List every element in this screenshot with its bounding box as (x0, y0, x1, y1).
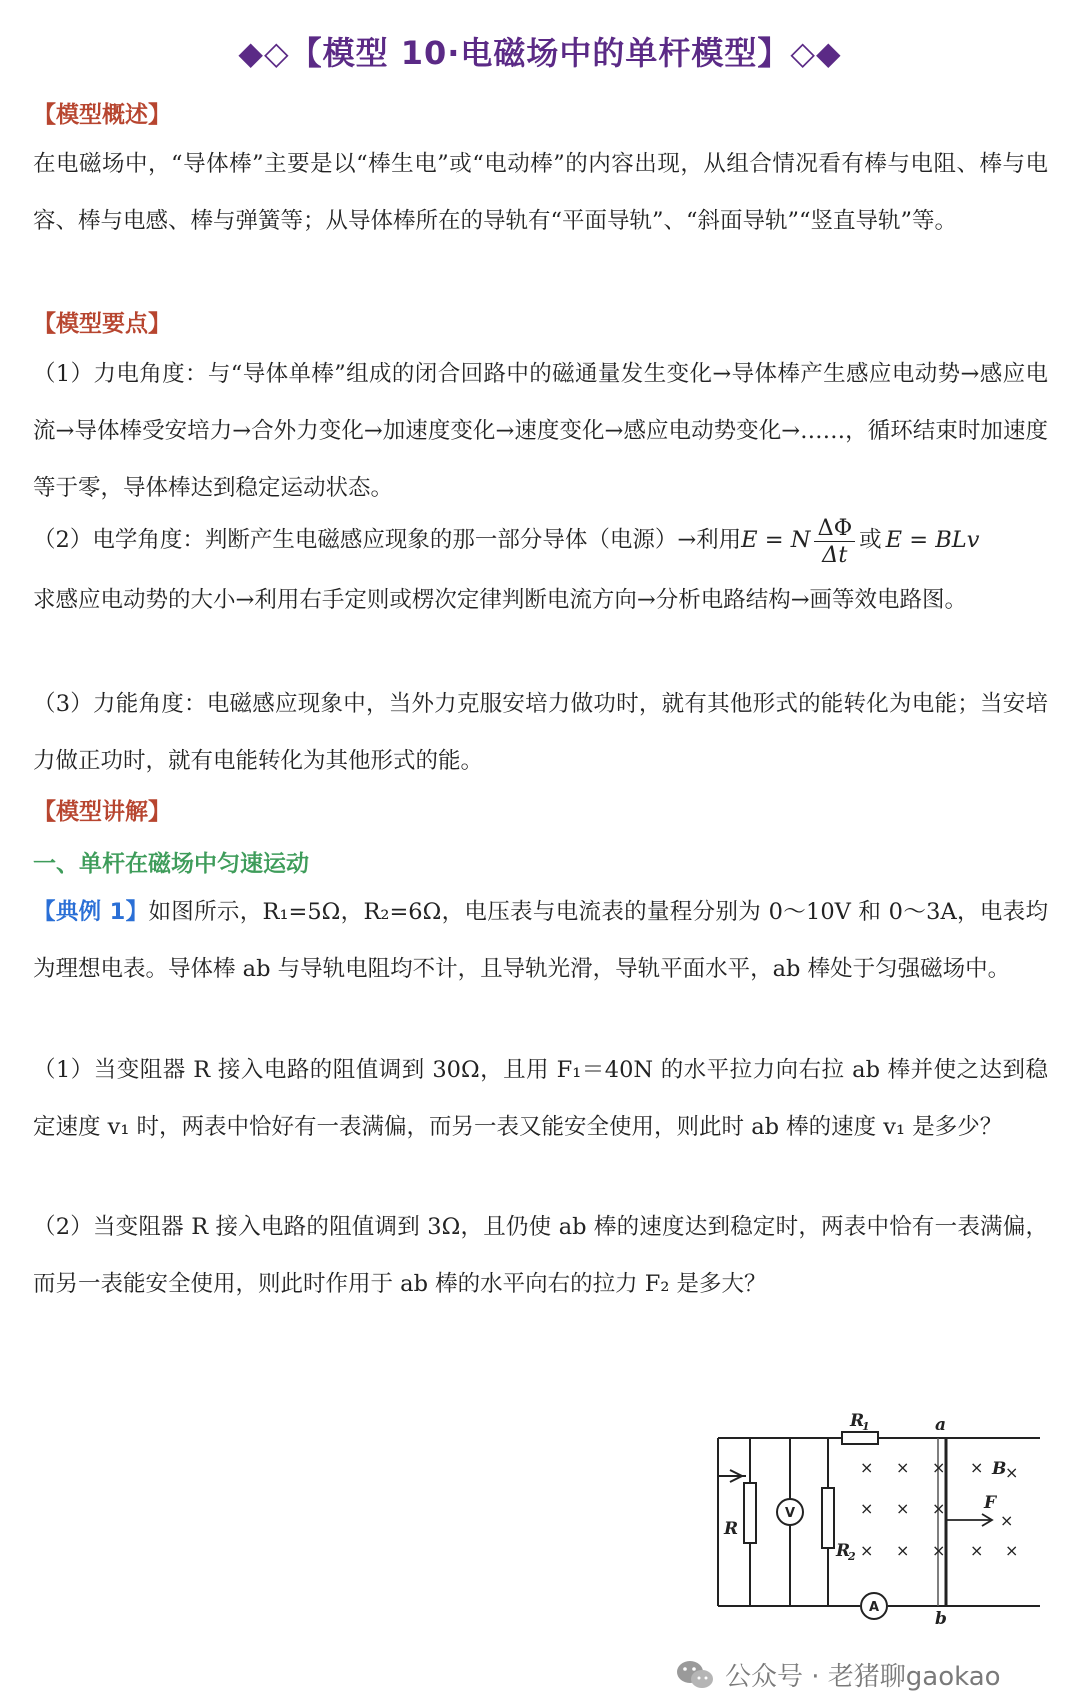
wechat-icon (675, 1658, 715, 1692)
voltmeter-label: V (785, 1506, 796, 1521)
field-cross: × (896, 1458, 910, 1477)
field-cross: × (932, 1458, 946, 1477)
fraction-denominator: Δt (822, 541, 848, 568)
field-cross: × (1005, 1463, 1019, 1482)
example-text: 如图所示，R₁=5Ω，R₂=6Ω，电压表与电流表的量程分别为 0～10V 和 0～3A，电表均为理想电表。导体棒 ab 与导轨电阻均不计，且导轨光滑，导轨平面水平，ab 棒处于匀强磁场中。 (33, 899, 1048, 982)
label-r2: R (836, 1541, 851, 1561)
field-cross: × (860, 1499, 874, 1518)
label-r1-sub: 1 (862, 1420, 870, 1433)
label-b-field: B (992, 1459, 1007, 1479)
point-3-text: （3）力能角度：电磁感应现象中，当外力克服安培力做功时，就有其他形式的能转化为电能；当安培力做正功时，就有电能转化为其他形式的能。 (33, 691, 1048, 774)
watermark-text: 公众号 · 老猪聊gaokao (725, 1662, 1001, 1692)
circuit-diagram (700, 1408, 1040, 1628)
point-2-or: 或 (859, 527, 882, 553)
field-cross: × (970, 1541, 984, 1560)
field-cross: × (970, 1458, 984, 1477)
field-cross: × (932, 1541, 946, 1560)
point-2-prefix: （2）电学角度：判断产生电磁感应现象的那一部分导体（电源）→利用 (33, 527, 742, 553)
fraction-numerator: ΔΦ (814, 515, 855, 542)
field-cross: × (932, 1499, 946, 1518)
field-cross: × (896, 1499, 910, 1518)
label-r1: R (850, 1411, 865, 1431)
example-1 (33, 884, 1048, 998)
field-cross: × (1000, 1511, 1014, 1530)
label-r2-sub: 2 (848, 1550, 856, 1563)
points-heading: 【模型要点】 (33, 311, 171, 337)
overview-heading: 【模型概述】 (33, 102, 171, 128)
watermark (675, 1656, 1001, 1693)
label-r: R (724, 1519, 739, 1539)
formula-blv: E = BLv (885, 527, 980, 553)
question-1: （1）当变阻器 R 接入电路的阻值调到 30Ω，且用 F₁＝40N 的水平拉力向右拉 ab 棒并使之达到稳定速度 v₁ 时，两表中恰好有一表满偏，而另一表又能安全使用，则此时 ab 棒的速度 v₁ 是多少？ (33, 1057, 1048, 1140)
ammeter-label: A (869, 1600, 880, 1615)
field-cross: × (1005, 1541, 1019, 1560)
field-cross: × (896, 1541, 910, 1560)
explain-heading: 【模型讲解】 (33, 799, 171, 825)
label-f: F (984, 1493, 997, 1513)
point-1-text: （1）力电角度：与“导体单棒”组成的闭合回路中的磁通量发生变化→导体棒产生感应电动势→感应电流→导体棒受安培力→合外力变化→加速度变化→速度变化→感应电动势变化→……，循环结束时加速度等于零，导体棒达到稳定运动状态。 (33, 361, 1048, 501)
overview-text: 在电磁场中，“导体棒”主要是以“棒生电”或“电动棒”的内容出现，从组合情况看有棒与电阻、棒与电容、棒与电感、棒与弹簧等；从导体棒所在的导轨有“平面导轨”、“斜面导轨”“竖直导轨”等。 (33, 151, 1048, 234)
question-2: （2）当变阻器 R 接入电路的阻值调到 3Ω，且仍使 ab 棒的速度达到稳定时，两表中恰有一表满偏，而另一表能安全使用，则此时作用于 ab 棒的水平向右的拉力 F₂ 是多大？ (33, 1214, 1048, 1297)
field-cross: × (860, 1458, 874, 1477)
label-b: b (935, 1609, 947, 1628)
formula-fraction (814, 515, 855, 568)
label-a: a (935, 1415, 947, 1435)
field-cross: × (860, 1541, 874, 1560)
formula-emf-lhs: E = N (741, 527, 811, 553)
point-2-rest: 求感应电动势的大小→利用右手定则或楞次定律判断电流方向→分析电路结构→画等效电路图。 (33, 587, 968, 613)
page-title: ◆◇【模型 10·电磁场中的单杆模型】◇◆ (238, 34, 842, 72)
point-2-first-line (33, 512, 1048, 569)
subsection-heading: 一、单杆在磁场中匀速运动 (33, 851, 309, 877)
example-tag: 【典例 1】 (33, 899, 149, 925)
